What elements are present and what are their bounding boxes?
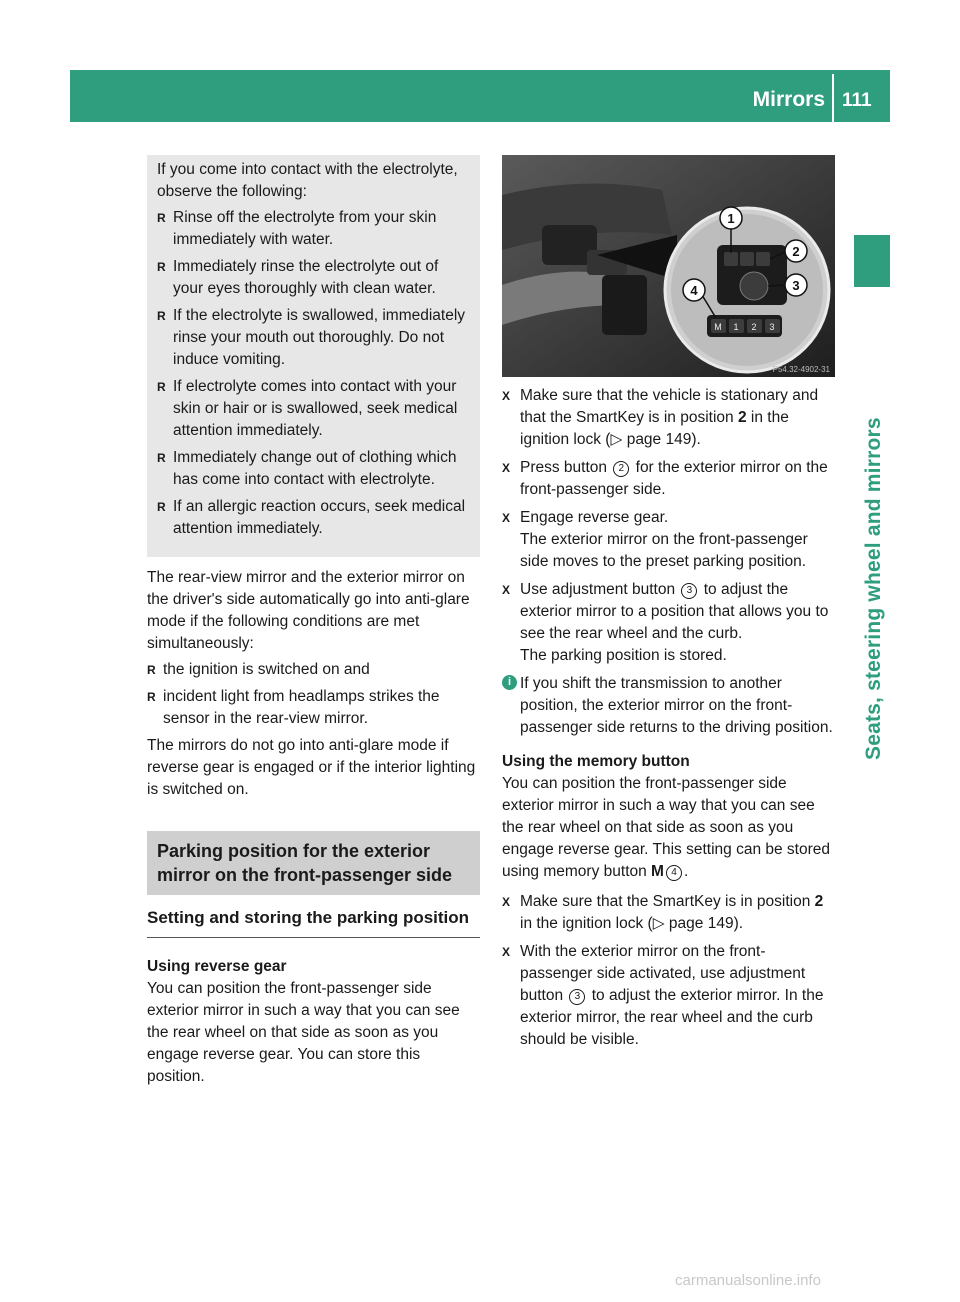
right-column [502, 155, 835, 1057]
warning-intro: If you come into contact with the electrolyte, observe the following: [157, 161, 458, 200]
list-item: R Immediately change out of clothing which has come into contact with electrolyte. [157, 447, 472, 491]
callout-3: 3 [792, 278, 800, 293]
page-title: Mirrors [752, 88, 825, 111]
memory-slot-3-label: 3 [769, 322, 775, 332]
step-text: to adjust the exterior mirror. In the exterior mirror, the rear wheel and the curb should be visible. [520, 987, 824, 1048]
step-item [502, 385, 835, 451]
memory-text: You can position the front-passenger side exterior mirror in such a way that you can see the rear wheel on that side as soon as you engage reverse gear. This setting can be stored using memory button [502, 775, 831, 880]
memory-button-symbol: M [651, 863, 664, 880]
step-item [502, 457, 835, 501]
info-note [502, 673, 835, 739]
memory-text: . [683, 863, 689, 880]
step-text: Make sure that the SmartKey is in position [520, 893, 815, 910]
memory-slot-1-label: 1 [733, 322, 739, 332]
step-item [502, 941, 835, 1051]
subsection-heading: Setting and storing the parking position [147, 907, 480, 938]
step-item [502, 891, 835, 935]
page-reference[interactable]: ▷ page 149 [610, 431, 692, 448]
memory-button-label: M [714, 322, 722, 332]
footer-watermark: carmanualsonline.info [675, 1272, 821, 1289]
reverse-gear-text: You can position the front-passenger side exterior mirror in such a way that you can see the rear wheel on that side as soon as you engage reverse gear. You can store this position. [147, 980, 460, 1085]
info-text: If you shift the transmission to another position, the exterior mirror on the front-passenger side returns to the driving position. [520, 675, 833, 736]
condition-list [147, 659, 480, 730]
memory-button-heading: Using the memory button [502, 753, 690, 770]
position-number: 2 [814, 893, 824, 910]
callout-ref: 3 [681, 583, 697, 599]
step-text: for the exterior mirror on the front-passenger side. [520, 459, 828, 498]
info-icon: i [502, 675, 517, 690]
warning-box [147, 155, 480, 557]
chapter-tab [855, 417, 889, 794]
step-text: Use adjustment button [520, 581, 680, 598]
antiglare-intro: The rear-view mirror and the exterior mirror on the driver's side automatically go into anti-glare mode if the following conditions are met simultaneously: [147, 569, 470, 652]
page-reference[interactable]: ▷ page 149 [652, 915, 734, 932]
step-text: With the exterior mirror on the front-passenger side activated, use adjustment button [520, 943, 806, 1004]
left-column [147, 155, 480, 1088]
page-number: 111 [842, 90, 872, 111]
chapter-tab-marker [854, 235, 890, 287]
list-item: R If an allergic reaction occurs, seek medical attention immediately. [157, 496, 472, 540]
list-item: R Rinse off the electrolyte from your skin immediately with water. [157, 207, 472, 251]
step-item [502, 579, 835, 667]
callout-1: 1 [727, 211, 735, 226]
door-controls-photo [502, 155, 835, 377]
step-text: ). [733, 915, 744, 932]
callout-ref: 4 [666, 865, 682, 881]
step-text: Press button [520, 459, 612, 476]
callout-4: 4 [690, 283, 698, 298]
list-item: R Immediately rinse the electrolyte out of your eyes thoroughly with clean water. [157, 256, 472, 300]
step-text: Make sure that the vehicle is stationary and that the SmartKey is in position [520, 387, 819, 426]
antiglare-exception: The mirrors do not go into anti-glare mode if reverse gear is engaged or if the interior lighting is switched on. [147, 737, 476, 798]
step-text: Engage reverse gear. [520, 509, 669, 526]
memory-steps [502, 891, 835, 1051]
figure-code: P54.32-4902-31 [772, 365, 830, 374]
step-result: The exterior mirror on the front-passenger side moves to the preset parking position. [520, 531, 808, 570]
list-item: R the ignition is switched on and [147, 659, 480, 681]
callout-2: 2 [792, 244, 800, 259]
callout-ref: 2 [613, 461, 629, 477]
list-item: R If electrolyte comes into contact with your skin or hair or is swallowed, seek medical attention immediately. [157, 376, 472, 442]
step-text: in the ignition lock ( [520, 915, 653, 932]
door-controls-illustration [502, 155, 835, 377]
reverse-gear-heading: Using reverse gear [147, 958, 287, 975]
step-item [502, 507, 835, 573]
step-text: to adjust the exterior mirror to a position that allows you to see the rear wheel and the curb. [520, 581, 829, 642]
position-number: 2 [737, 409, 747, 426]
step-text: in the ignition lock ( [520, 409, 789, 448]
chapter-tab-label: Seats, steering wheel and mirrors [862, 417, 885, 760]
callout-ref: 3 [569, 989, 585, 1005]
step-text: ). [691, 431, 701, 448]
list-item: R incident light from headlamps strikes the sensor in the rear-view mirror. [147, 686, 480, 730]
warning-list [157, 207, 472, 540]
list-item: R If the electrolyte is swallowed, immediately rinse your mouth out thoroughly. Do not induce vomiting. [157, 305, 472, 371]
step-result: The parking position is stored. [520, 647, 727, 664]
section-heading: Parking position for the exterior mirror on the front-passenger side [147, 831, 480, 895]
memory-button-text [502, 773, 835, 883]
procedure-steps [502, 385, 835, 667]
memory-slot-2-label: 2 [751, 322, 757, 332]
header-separator [832, 74, 834, 122]
